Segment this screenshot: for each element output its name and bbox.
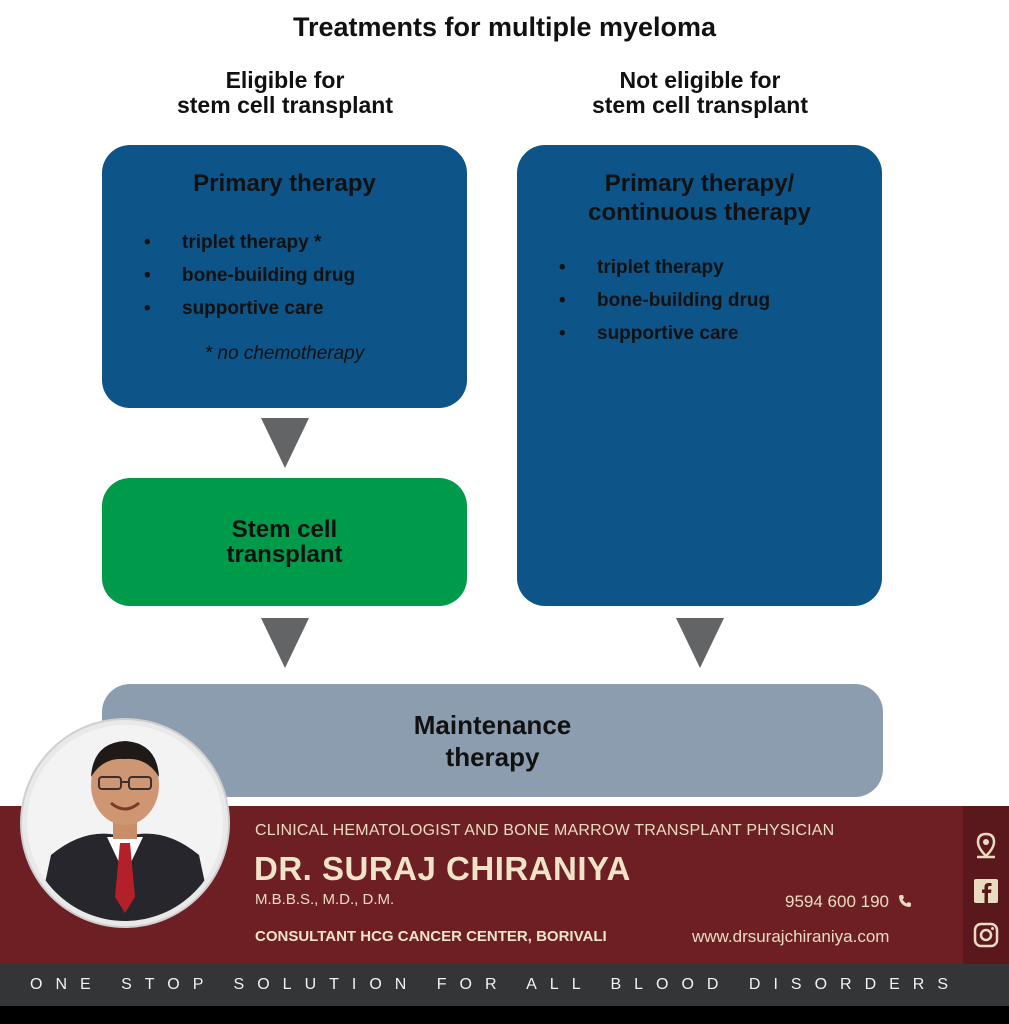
list-item: • supportive care bbox=[102, 292, 467, 325]
continuous-therapy-list bbox=[517, 251, 882, 350]
arrow-down-icon bbox=[676, 618, 724, 668]
list-item: • triplet therapy bbox=[517, 251, 882, 284]
degrees: M.B.B.S., M.D., D.M. bbox=[255, 891, 395, 908]
website-link[interactable]: www.drsurajchiraniya.com bbox=[692, 927, 890, 946]
doctor-name: DR. SURAJ CHIRANIYA bbox=[254, 850, 631, 887]
consultant-label: CONSULTANT HCG CANCER CENTER, BORIVALI bbox=[255, 928, 607, 945]
stem-cell-transplant-box bbox=[102, 478, 467, 606]
maintenance-therapy-box bbox=[102, 684, 883, 797]
doctor-photo bbox=[22, 720, 228, 926]
diagram-title: Treatments for multiple myeloma bbox=[292, 12, 717, 42]
primary-therapy-box bbox=[102, 145, 467, 408]
heading-eligible-line1: Eligible for bbox=[225, 67, 345, 93]
heading-not-eligible-line1: Not eligible for bbox=[619, 67, 781, 93]
stem-cell-line1: Stem cell bbox=[231, 516, 338, 543]
location-pin-icon[interactable] bbox=[972, 832, 1000, 860]
continuous-therapy-title-line2: continuous therapy bbox=[588, 199, 811, 226]
list-item: • bone-building drug bbox=[517, 284, 882, 317]
heading-not-eligible-line2: stem cell transplant bbox=[591, 92, 809, 118]
instagram-icon[interactable] bbox=[972, 921, 1000, 949]
list-item: • supportive care bbox=[517, 317, 882, 350]
arrow-down-icon bbox=[261, 618, 309, 668]
heading-eligible bbox=[100, 68, 470, 118]
continuous-therapy-title bbox=[517, 169, 882, 227]
continuous-therapy-title-line1: Primary therapy/ bbox=[604, 170, 795, 197]
maintenance-line2: therapy bbox=[445, 741, 540, 772]
tagline-bar: ONE STOP SOLUTION FOR ALL BLOOD DISORDERS bbox=[0, 964, 1009, 1006]
continuous-therapy-box bbox=[517, 145, 882, 606]
primary-therapy-title: Primary therapy bbox=[193, 170, 376, 197]
phone-number: 9594 600 190 bbox=[785, 892, 889, 911]
phone-contact[interactable] bbox=[785, 892, 912, 912]
list-item: • bone-building drug bbox=[102, 259, 467, 292]
bottom-bar bbox=[0, 1006, 1009, 1024]
heading-eligible-line2: stem cell transplant bbox=[176, 92, 394, 118]
stem-cell-line2: transplant bbox=[226, 541, 343, 568]
specialty-label: CLINICAL HEMATOLOGIST AND BONE MARROW TRANSPLANT PHYSICIAN bbox=[255, 822, 835, 839]
phone-icon bbox=[898, 894, 912, 908]
maintenance-line1: Maintenance bbox=[413, 709, 572, 740]
no-chemotherapy-note: * no chemotherapy bbox=[204, 343, 365, 364]
arrow-down-icon bbox=[261, 418, 309, 468]
primary-therapy-list bbox=[102, 226, 467, 325]
facebook-icon[interactable] bbox=[972, 877, 1000, 905]
heading-not-eligible bbox=[515, 68, 885, 118]
list-item: • triplet therapy * bbox=[102, 226, 467, 259]
